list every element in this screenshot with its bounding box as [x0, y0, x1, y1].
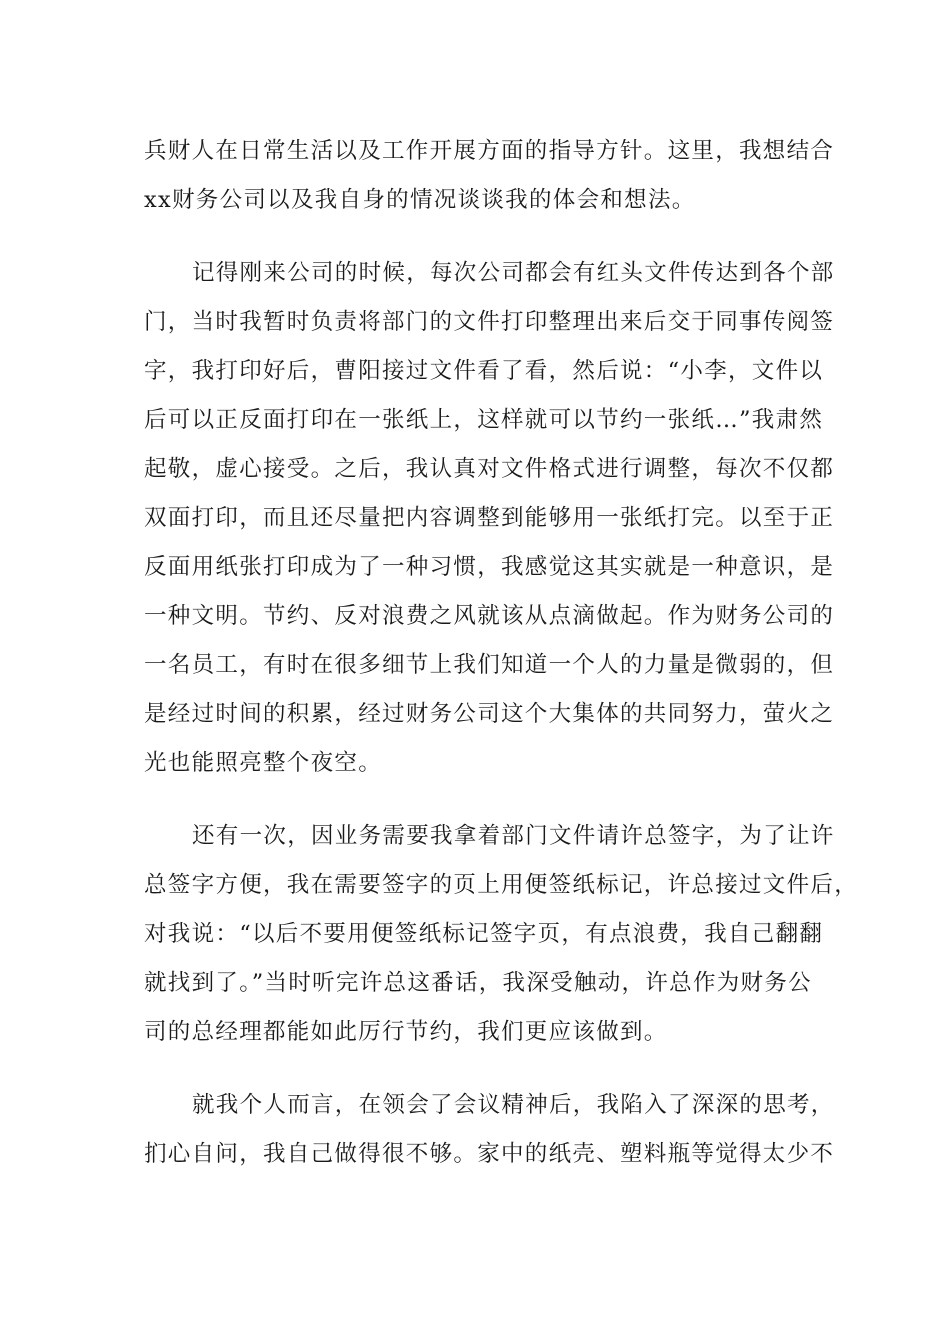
text-line: 后可以正反面打印在一张纸上，这样就可以节约一张纸…”我肃然 — [144, 407, 824, 433]
text-line: 记得刚来公司的时候，每次公司都会有红头文件传达到各个部 — [192, 260, 835, 286]
text-line: 总签字方便，我在需要签字的页上用便签纸标记，许总接过文件后， — [144, 872, 859, 898]
text-line: 一种文明。节约、反对浪费之风就该从点滴做起。作为财务公司的 — [144, 603, 835, 629]
text-line: 就我个人而言，在领会了会议精神后，我陷入了深深的思考， — [192, 1092, 835, 1118]
text-line: 字，我打印好后，曹阳接过文件看了看，然后说：“小李，文件以 — [144, 358, 824, 384]
text-line: 门，当时我暂时负责将部门的文件打印整理出来后交于同事传阅签 — [144, 309, 835, 335]
text-line: 反面用纸张打印成为了一种习惯，我感觉这其实就是一种意识，是 — [144, 554, 835, 580]
text-line: 光也能照亮整个夜空。 — [144, 750, 383, 776]
text-line: 对我说：“以后不要用便签纸标记签字页，有点浪费，我自己翻翻 — [144, 921, 824, 947]
text-line: 兵财人在日常生活以及工作开展方面的指导方针。这里，我想结合 — [144, 138, 835, 164]
text-line: xx财务公司以及我自身的情况谈谈我的体会和想法。 — [144, 187, 696, 213]
text-line: 起敬，虚心接受。之后，我认真对文件格式进行调整，每次不仅都 — [144, 456, 835, 482]
text-line: 还有一次，因业务需要我拿着部门文件请许总签字，为了让许 — [192, 823, 835, 849]
text-line: 就找到了。”当时听完许总这番话，我深受触动，许总作为财务公 — [144, 970, 812, 996]
text-line: 是经过时间的积累，经过财务公司这个大集体的共同努力，萤火之 — [144, 701, 835, 727]
text-line: 双面打印，而且还尽量把内容调整到能够用一张纸打完。以至于正 — [144, 505, 835, 531]
text-line: 一名员工，有时在很多细节上我们知道一个人的力量是微弱的，但 — [144, 652, 835, 678]
text-line: 司的总经理都能如此厉行节约，我们更应该做到。 — [144, 1019, 668, 1045]
text-line: 扪心自问，我自己做得很不够。家中的纸壳、塑料瓶等觉得太少不 — [144, 1141, 835, 1167]
